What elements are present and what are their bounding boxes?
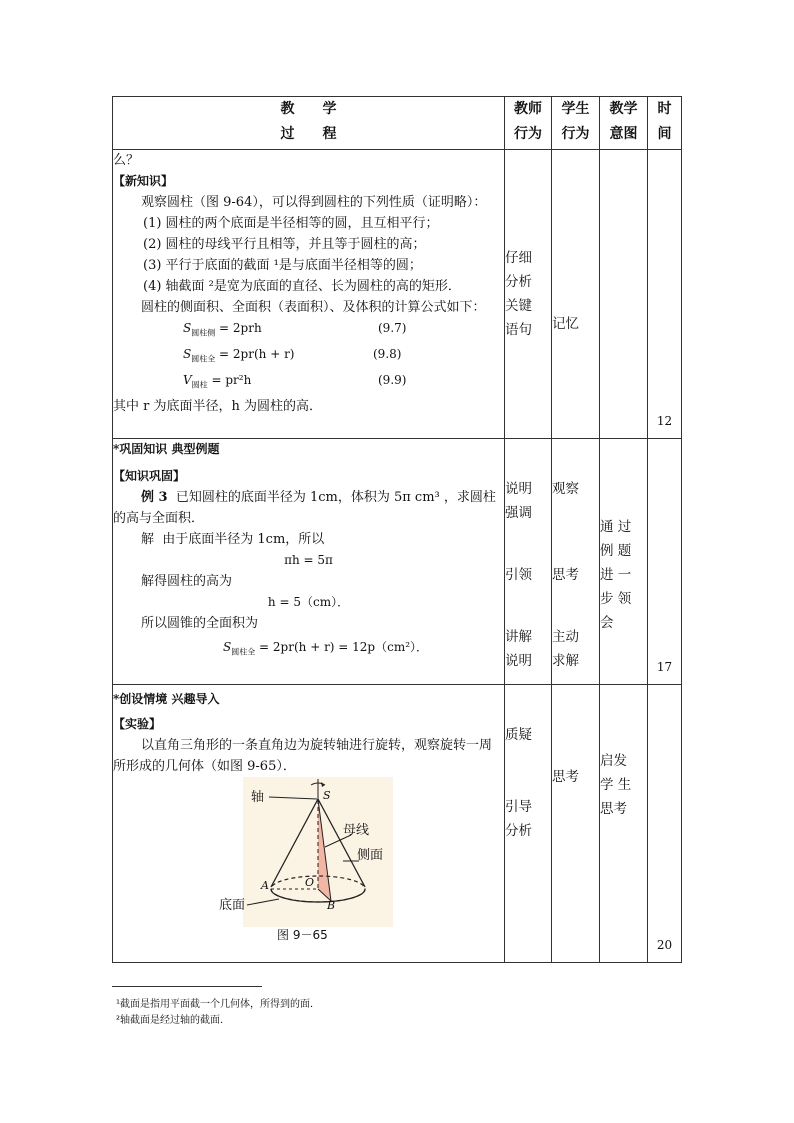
row1-student	[552, 150, 600, 439]
eq3-rhs: = 2pr(h + r) = 12p（cm²）．	[255, 640, 429, 654]
solution-l3: 所以圆锥的全面积为	[141, 616, 259, 631]
f2-lhs: S	[183, 347, 192, 361]
header-teacher-l2: 行为	[514, 126, 542, 142]
formula-total	[113, 344, 504, 370]
header-time-l1: 时	[657, 101, 672, 117]
solution-l2: 解得圆柱的高为	[141, 574, 233, 589]
row3-subtitle: 【实验】	[113, 717, 162, 731]
row2-student-l3: 主动	[552, 629, 579, 645]
row1-teacher	[505, 150, 552, 439]
header-intent-l2: 意图	[609, 126, 638, 142]
formula-lateral	[113, 318, 504, 344]
example-label: 例 3	[141, 490, 168, 505]
header-student-l2: 行为	[561, 126, 590, 142]
row2-time: 17	[648, 439, 682, 685]
header-row	[113, 97, 682, 150]
f2-rhs: = 2pr(h + r)	[215, 347, 295, 361]
header-intent	[600, 97, 648, 150]
header-intent-l1: 教学	[609, 101, 638, 117]
f3-lhs: V	[183, 373, 192, 387]
header-time	[648, 97, 682, 150]
example-text: 已知圆柱的底面半径为 1cm，体积为 5π cm³ ，求圆柱的高与全面积．	[113, 490, 496, 526]
label-S: S	[323, 789, 331, 802]
row1-prop4: (4) 轴截面 ²是宽为底面的直径、长为圆柱的高的矩形．	[143, 279, 461, 294]
row1-teacher-l1: 仔细	[505, 250, 532, 266]
label-O: O	[305, 876, 315, 889]
row2-teacher	[505, 439, 552, 685]
row1-student-text: 记忆	[552, 316, 579, 332]
row1-formula-intro: 圆柱的侧面积、全面积（表面积）、及体积的计算公式如下：	[141, 300, 486, 315]
row3-title: *创设情境 兴趣导入	[113, 692, 220, 706]
header-teacher-l1: 教师	[514, 101, 542, 117]
row-experiment	[113, 685, 682, 963]
header-process-l2: 过 程	[280, 126, 337, 142]
f2-num: (9.8)	[373, 347, 402, 361]
row3-intent-l3: 思考	[600, 801, 627, 817]
f1-lhs: S	[183, 321, 192, 335]
row2-student	[552, 439, 600, 685]
cone-figure	[219, 777, 403, 947]
row1-prop3: (3) 平行于底面的截面 ¹是与底面半径相等的圆；	[143, 258, 422, 273]
row2-intent-l2: 例 题	[600, 543, 632, 559]
row1-teacher-l2: 分析	[505, 274, 532, 290]
row-example	[113, 439, 682, 685]
eq3-lhs: S	[223, 640, 232, 654]
lesson-table	[112, 96, 682, 963]
row2-student-l2: 思考	[552, 567, 579, 583]
row3-teacher-l1: 质疑	[505, 727, 532, 743]
equation-3	[113, 634, 504, 665]
f1-rhs: = 2prh	[215, 321, 262, 335]
row2-intent-l5: 会	[600, 615, 614, 631]
header-student-l1: 学生	[561, 101, 590, 117]
row3-content	[113, 685, 505, 963]
f1-num: (9.7)	[378, 321, 407, 335]
row2-student-l1: 观察	[552, 481, 579, 497]
f3-rhs: = pr²h	[207, 373, 252, 387]
label-lateral: 侧面	[357, 848, 384, 863]
figure-caption: 图 9－65	[277, 928, 328, 942]
row1-section-title: 【新知识】	[113, 174, 174, 188]
row1-content	[113, 150, 505, 439]
equation-1: πh = 5π	[284, 553, 333, 567]
row2-subtitle: 【知识巩固】	[113, 469, 186, 483]
row3-teacher-l3: 分析	[505, 823, 532, 839]
footnote-separator	[112, 986, 262, 987]
row1-time: 12	[648, 150, 682, 439]
row3-intent-l1: 启发	[600, 753, 627, 769]
row1-intent	[600, 150, 648, 439]
row2-intent	[600, 439, 648, 685]
row1-teacher-l3: 关键	[505, 298, 532, 314]
row3-intent-l2: 学 生	[600, 777, 632, 793]
row3-teacher	[505, 685, 552, 963]
row1-where: 其中 r 为底面半径，h 为圆柱的高．	[113, 399, 322, 414]
row2-title: *巩固知识 典型例题	[113, 442, 220, 456]
label-generatrix: 母线	[343, 823, 370, 838]
row3-text: 以直角三角形的一条直角边为旋转轴进行旋转，观察旋转一周所形成的几何体（如图 9-65）．	[113, 738, 493, 774]
row2-content	[113, 439, 505, 685]
row2-student-l4: 求解	[552, 653, 579, 669]
row2-intent-l1: 通 过	[600, 519, 632, 535]
row2-teacher-l5: 说明	[505, 653, 532, 669]
header-process-l1: 教 学	[280, 101, 337, 117]
row1-prop1: (1) 圆柱的两个底面是半径相等的圆，且互相平行；	[143, 216, 439, 231]
header-process	[113, 97, 505, 150]
row1-l1: 么？	[113, 153, 140, 168]
solution-l1: 由于底面半径为 1cm，所以	[162, 532, 325, 547]
header-time-l2: 间	[657, 126, 672, 142]
label-B: B	[327, 899, 336, 912]
label-A: A	[261, 879, 269, 892]
equation-2: h = 5（cm）．	[267, 595, 350, 609]
row2-teacher-l4: 讲解	[505, 629, 532, 645]
row2-intent-l3: 进 一	[600, 567, 632, 583]
row2-teacher-l1: 说明	[505, 481, 532, 497]
row3-student	[552, 685, 600, 963]
row3-student-text: 思考	[552, 769, 579, 785]
footnote-1: ¹截面是指用平面截一个几何体，所得到的面．	[116, 999, 321, 1010]
header-teacher	[505, 97, 552, 150]
f3-sub: 圆柱	[191, 380, 208, 390]
footnote-2: ²轴截面是经过轴的截面．	[116, 1015, 231, 1026]
row1-intro: 观察圆柱（图 9-64），可以得到圆柱的下列性质（证明略）：	[141, 195, 487, 210]
row3-time: 20	[648, 685, 682, 963]
f2-sub: 圆柱全	[191, 354, 216, 364]
row-new-knowledge	[113, 150, 682, 439]
eq3-sub: 圆柱全	[231, 647, 256, 657]
row1-teacher-l4: 语句	[505, 322, 532, 338]
row3-intent	[600, 685, 648, 963]
formula-volume	[113, 370, 504, 396]
f3-num: (9.9)	[378, 373, 407, 387]
header-student	[552, 97, 600, 150]
f1-sub: 圆柱侧	[191, 328, 216, 338]
row1-prop2: (2) 圆柱的母线平行且相等，并且等于圆柱的高；	[143, 237, 426, 252]
solution-label: 解	[141, 532, 155, 547]
label-base: 底面	[219, 898, 246, 913]
row2-teacher-l2: 强调	[505, 505, 532, 521]
row2-teacher-l3: 引领	[505, 567, 532, 583]
row2-intent-l4: 步 领	[600, 591, 632, 607]
row3-teacher-l2: 引导	[505, 799, 532, 815]
label-axis: 轴	[251, 790, 265, 805]
